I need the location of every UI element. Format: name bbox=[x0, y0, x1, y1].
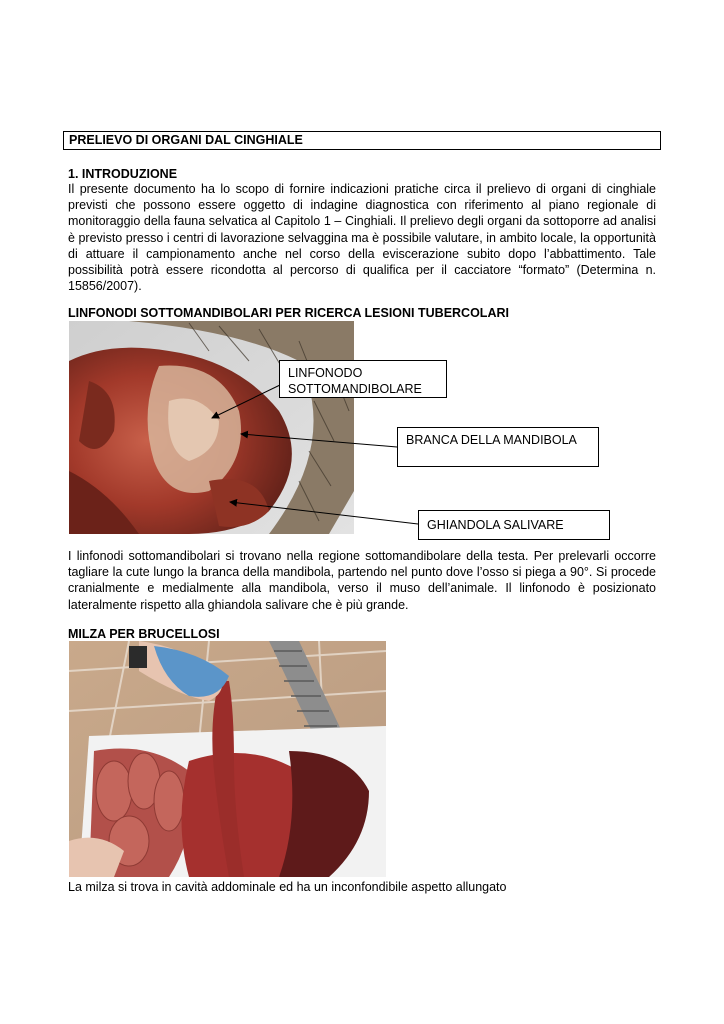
callout-branca-mandibola: BRANCA DELLA MANDIBOLA bbox=[397, 427, 599, 467]
document-title: PRELIEVO DI ORGANI DAL CINGHIALE bbox=[63, 131, 661, 150]
spleen-caption: La milza si trova in cavità addominale ed ha un inconfondibile aspetto allungato bbox=[68, 880, 507, 894]
callout-ghiandola-salivare: GHIANDOLA SALIVARE bbox=[418, 510, 610, 540]
lymph-node-heading: LINFONODI SOTTOMANDIBOLARI PER RICERCA LESIONI TUBERCOLARI bbox=[68, 306, 509, 320]
lymph-node-paragraph: I linfonodi sottomandibolari si trovano nella regione sottomandibolare della testa. Per prelevarli occorre tagliare la cute lungo la branca della mandibola, partendo nel punto dove l’osso si piega a 90°. Si procede cranialmente e medialmente alla mandibola, verso il muso dell’animale. Il linfonodo è posizionato lateralmente rispetto alla ghiandola salivare che è più grande. bbox=[68, 549, 656, 612]
spleen-photo bbox=[69, 641, 386, 877]
spleen-heading: MILZA PER BRUCELLOSI bbox=[68, 627, 220, 641]
boar-head-photo bbox=[69, 321, 354, 534]
callout-linfonodo: LINFONODO SOTTOMANDIBOLARE bbox=[279, 360, 447, 398]
intro-heading: 1. INTRODUZIONE bbox=[68, 167, 178, 181]
intro-paragraph: Il presente documento ha lo scopo di fornire indicazioni pratiche circa il prelievo di organi di cinghiale previsti che possono essere oggetto di indagine diagnostica con riferimento al piano regionale di monitoraggio della fauna selvatica al Capitolo 1 – Cinghiali. Il prelievo degli organi da sottoporre ad analisi è previsto presso i centri di lavorazione selvaggina ma è possibile valutare, in ambito locale, la opportunità di attuare il campionamento anche nel corso della eviscerazione subito dopo l’abbattimento. Tale possibilità potrà essere ricondotta al percorso di qualifica per il cacciatore “formato” (Determina n. 15856/2007). bbox=[68, 182, 656, 294]
